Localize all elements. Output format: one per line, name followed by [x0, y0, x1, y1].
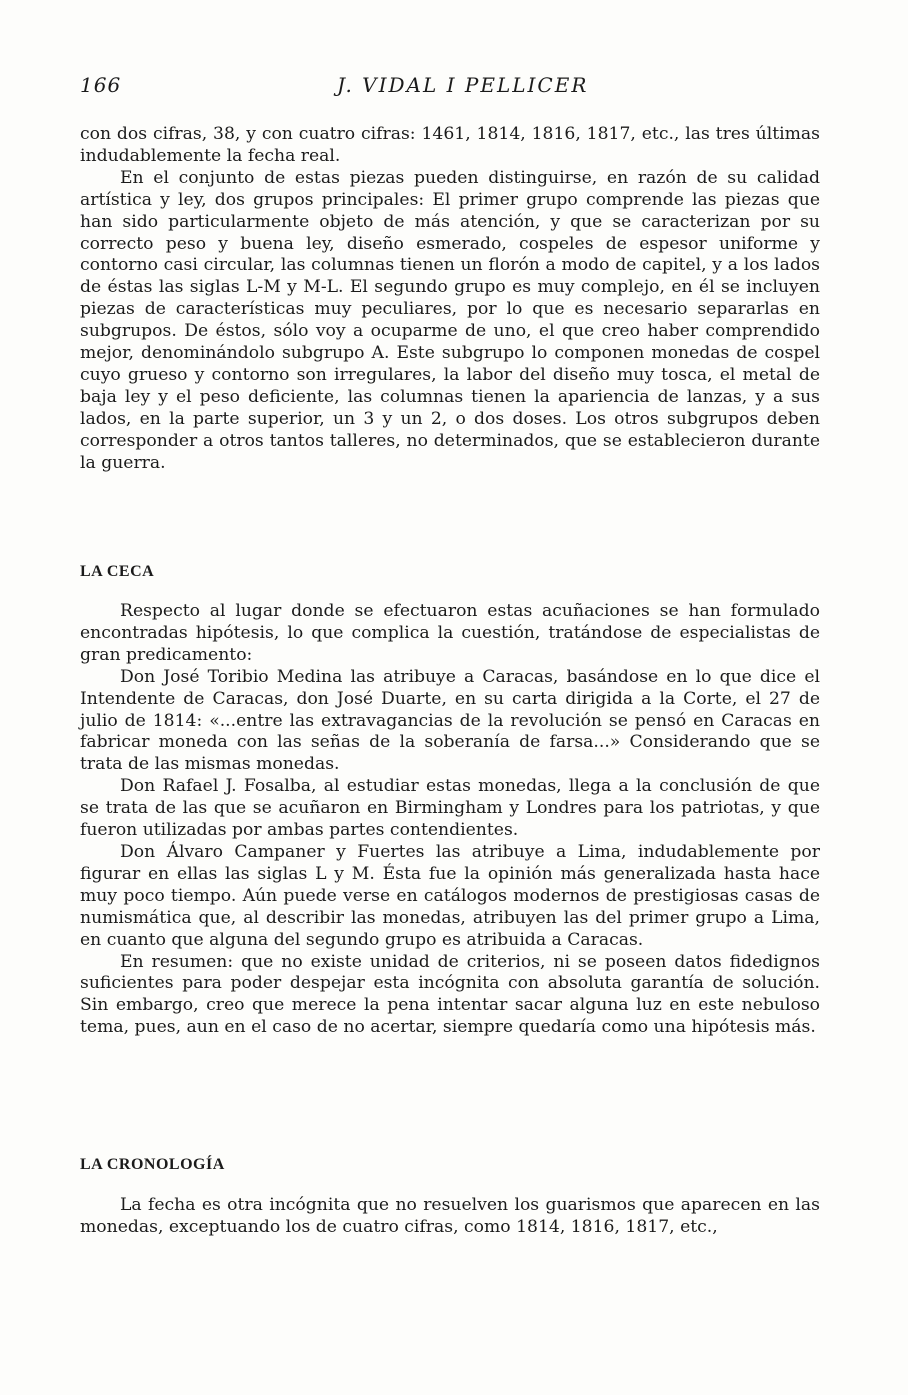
paragraph: con dos cifras, 38, y con cuatro cifras: 1461, 1814, 1816, 1817, etc., las tres últimas indudablemente la fecha real.: [80, 124, 820, 166]
section-heading-la-ceca: LA CECA: [80, 563, 155, 580]
paragraph: La fecha es otra incógnita que no resuelven los guarismos que aparecen en las monedas, exceptuando los de cuatro cifras, como 1814, 1816, 1817, etc.,: [80, 1195, 820, 1237]
section-heading-la-cronologia: LA CRONOLOGÍA: [80, 1156, 225, 1173]
la-cronologia-text-block: [80, 1195, 820, 1239]
paragraph: En resumen: que no existe unidad de criterios, ni se poseen datos fidedignos suficientes para poder despejar esta incógnita con absoluta garantía de solución. Sin embargo, creo que merece la pena intentar sacar alguna luz en este nebuloso tema, pues, aun en el caso de no acertar, siempre quedaría como una hipótesis más.: [80, 951, 820, 1038]
paragraph: En el conjunto de estas piezas pueden distinguirse, en razón de su calidad artística y ley, dos grupos principales: El primer grupo comprende las piezas que han sido particularmente objeto de más atención, y que se caracterizan por su correcto peso y buena ley, diseño esmerado, cospeles de espesor uniforme y contorno casi circular, las columnas tienen un florón a modo de capitel, y a los lados de éstas las siglas L-M y M-L. El segundo grupo es muy complejo, en él se incluyen piezas de características muy peculiares, por lo que es necesario separarlas en subgrupos. De éstos, sólo voy a ocuparme de uno, el que creo haber comprendido mejor, denominándolo subgrupo A. Este subgrupo lo componen monedas de cospel cuyo grueso y contorno son irregulares, la labor del diseño muy tosca, el metal de baja ley y el peso deficiente, las columnas tienen la apariencia de lanzas, y a sus lados, en la parte superior, un 3 y un 2, o dos doses. Los otros subgrupos deben corresponder a otros tantos talleres, no determinados, que se establecieron durante la guerra.: [80, 167, 820, 473]
page-number: 166: [80, 73, 122, 97]
paragraph: Don José Toribio Medina las atribuye a Caracas, basándose en lo que dice el Intendente de Caracas, don José Duarte, en su carta dirigida a la Corte, el 27 de julio de 1814: «...entre las extravagancias de la revolución se pensó en Caracas en fabricar moneda con las señas de la soberanía de farsa...» Considerando que se trata de las mismas monedas.: [80, 666, 820, 775]
intro-text-block: [80, 124, 820, 475]
running-header: [80, 73, 820, 103]
paragraph: Respecto al lugar donde se efectuaron estas acuñaciones se han formulado encontradas hipótesis, lo que complica la cuestión, tratándose de especialistas de gran predicamento:: [80, 601, 820, 665]
running-title: J. VIDAL I PELLICER: [337, 73, 589, 97]
la-ceca-text-block: [80, 601, 820, 1039]
paragraph: Don Rafael J. Fosalba, al estudiar estas monedas, llega a la conclusión de que se trata de las que se acuñaron en Birmingham y Londres para los patriotas, y que fueron utilizadas por ambas partes contendientes.: [80, 776, 820, 841]
paragraph: Don Álvaro Campaner y Fuertes las atribuye a Lima, indudablemente por figurar en ellas las siglas L y M. Ésta fue la opinión más generalizada hasta hace muy poco tiempo. Aún puede verse en catálogos modernos de prestigiosas casas de numismática que, al describir las monedas, atribuyen las del primer grupo a Lima, en cuanto que alguna del segundo grupo es atribuida a Caracas.: [80, 841, 820, 950]
